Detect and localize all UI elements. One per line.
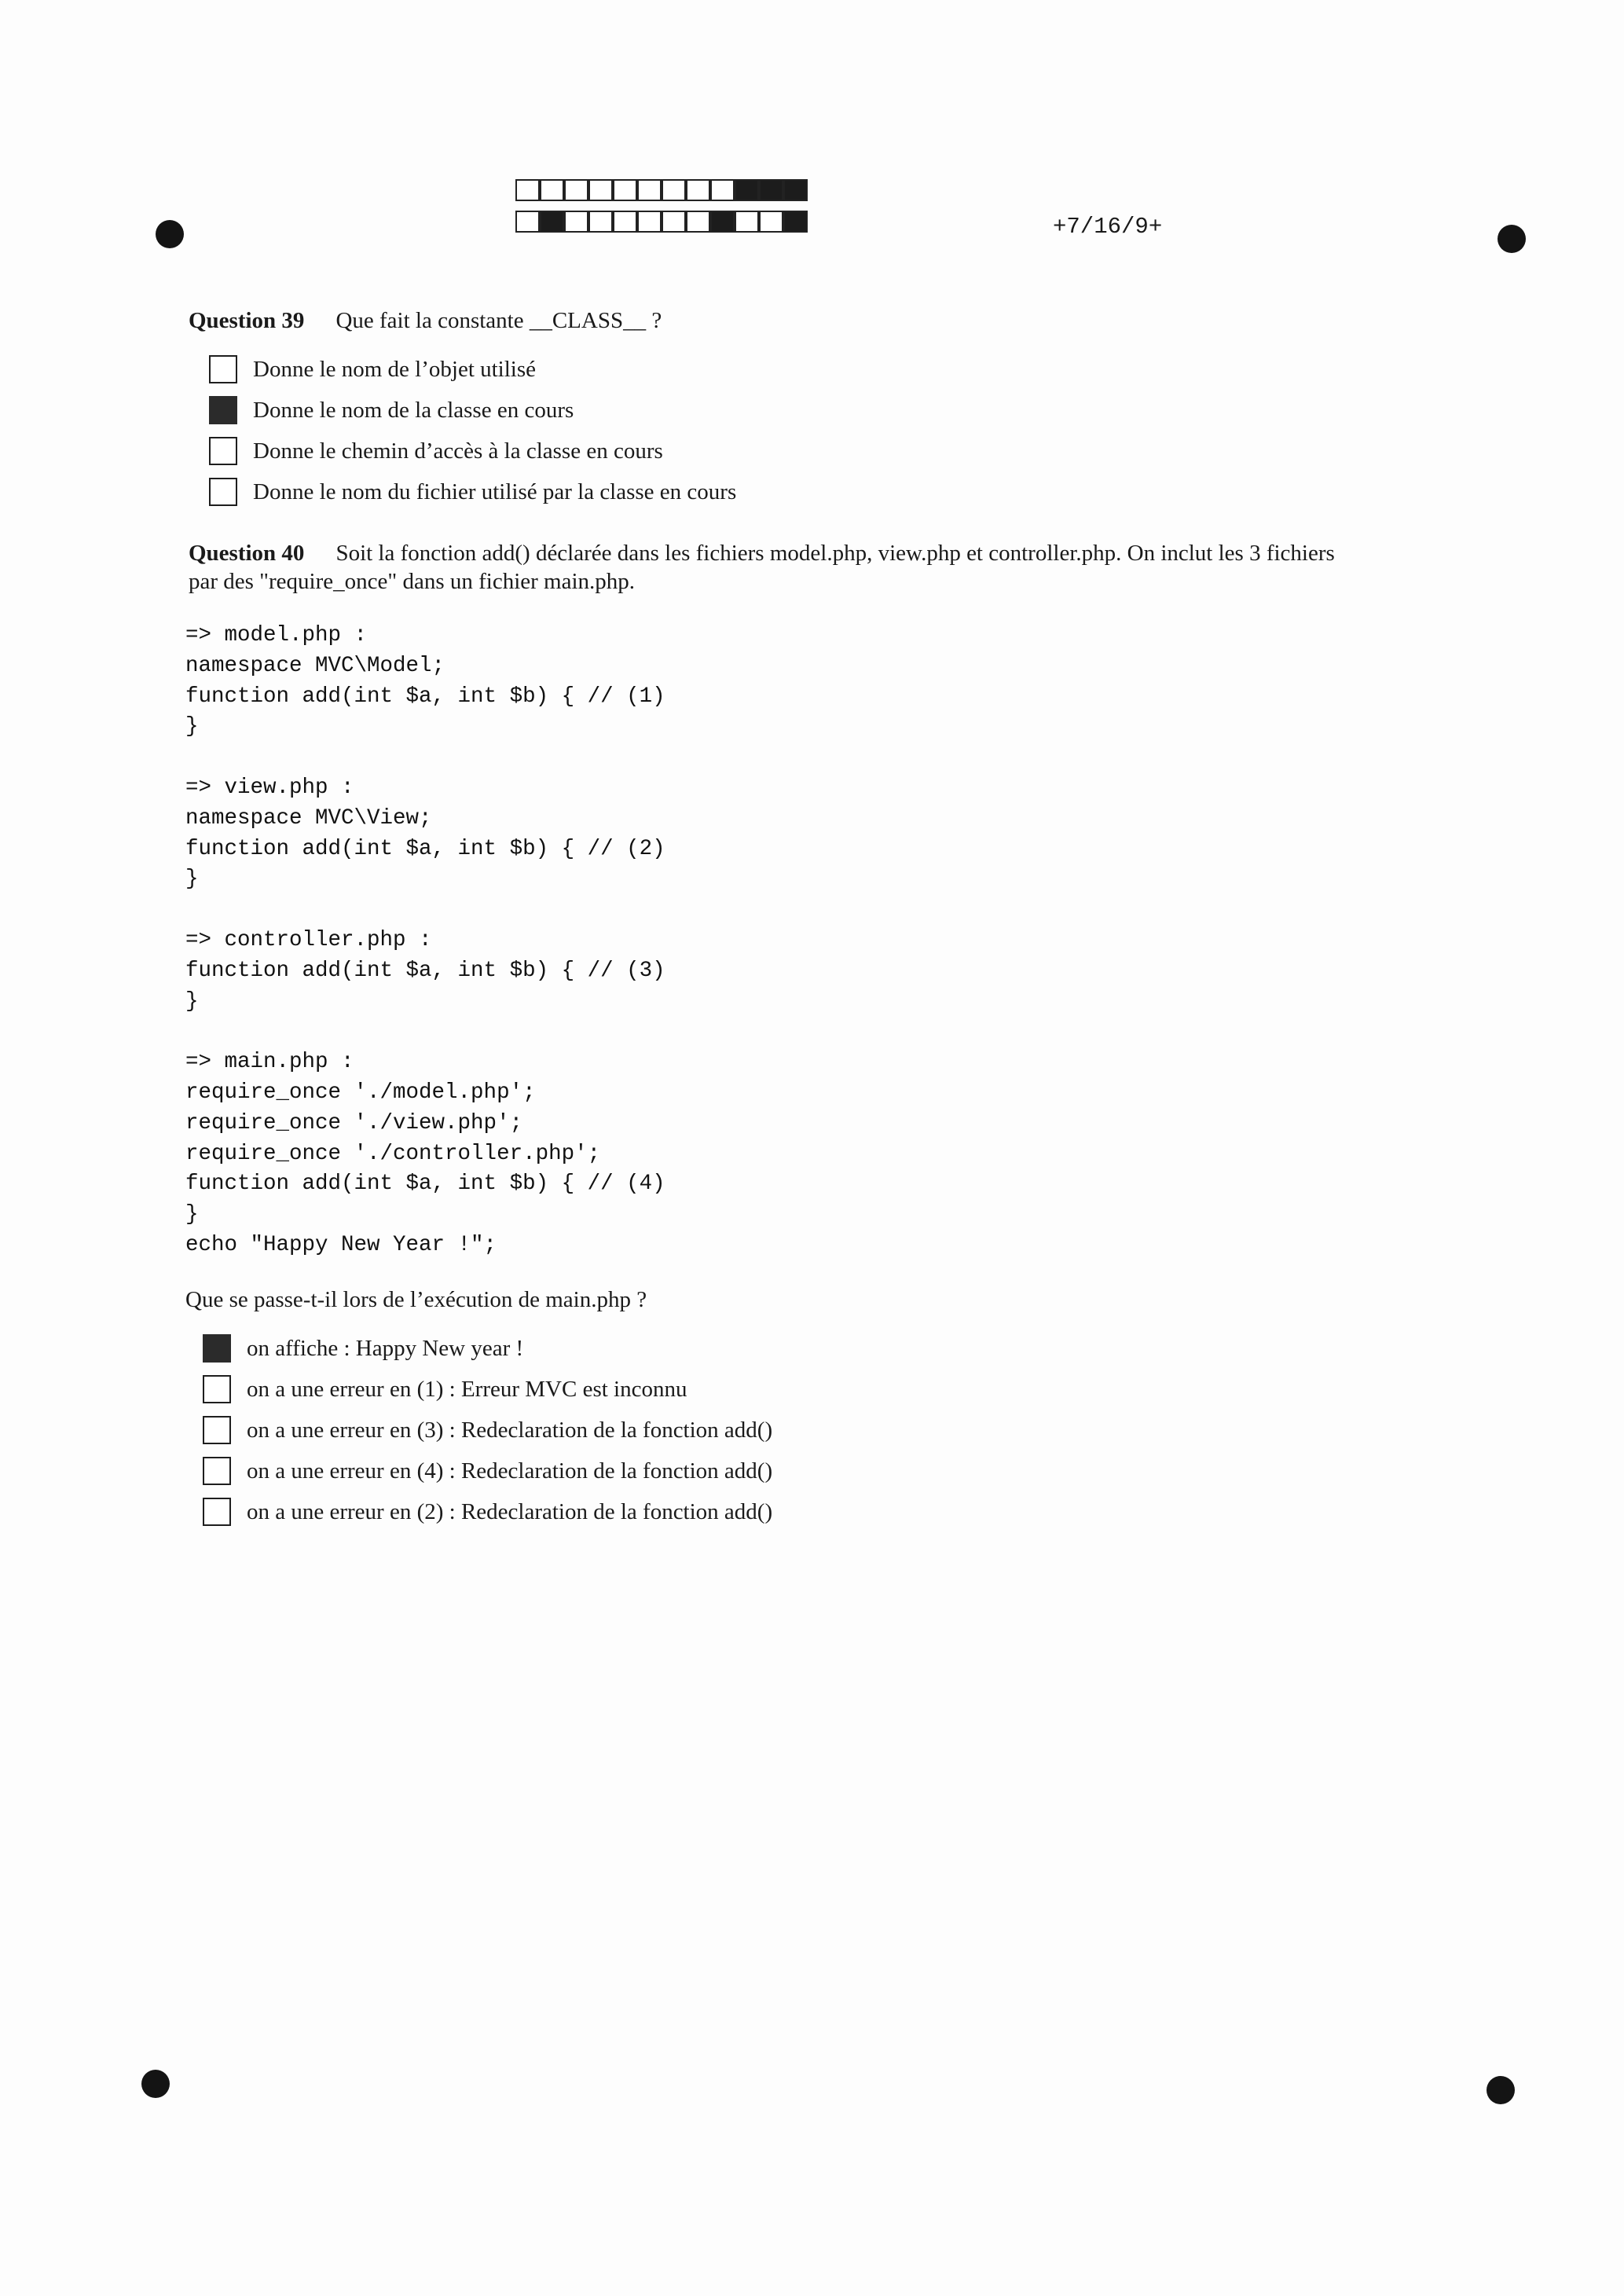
answer-checkbox[interactable] (203, 1457, 231, 1485)
barcode-cell (564, 179, 588, 201)
code-line: function add(int $a, int $b) { // (4) (185, 1172, 665, 1197)
answer-checkbox[interactable] (209, 396, 237, 424)
code-line: => view.php : (185, 775, 354, 800)
barcode-cell (540, 211, 564, 233)
code-line: require_once './controller.php'; (185, 1141, 601, 1166)
answer-label: Donne le nom du fichier utilisé par la classe en cours (253, 479, 737, 504)
answer-checkbox[interactable] (209, 355, 237, 383)
barcode-cell (783, 179, 808, 201)
barcode-cell (540, 179, 564, 201)
answer-checkbox[interactable] (203, 1498, 231, 1526)
question-prompt: Que se passe-t-il lors de l’exécution de main.php ? (185, 1287, 647, 1312)
code-line: => model.php : (185, 623, 368, 647)
question-text-line-2: par des "require_once" dans un fichier main.php. (189, 569, 636, 594)
code-line (185, 895, 665, 926)
answer-checkbox[interactable] (203, 1334, 231, 1363)
answer-checkbox[interactable] (209, 478, 237, 506)
code-line: namespace MVC\Model; (185, 653, 445, 678)
question-number: Question 39 (189, 308, 305, 333)
barcode-cell (735, 179, 759, 201)
code-line: function add(int $a, int $b) { // (2) (185, 836, 665, 861)
code-line: => controller.php : (185, 927, 432, 952)
barcode-row-1 (515, 179, 808, 201)
answer-label: on a une erreur en (2) : Redeclaration de la fonction add() (247, 1498, 773, 1524)
question-39 (189, 306, 1493, 335)
barcode-cell (588, 179, 613, 201)
code-line: function add(int $a, int $b) { // (3) (185, 958, 665, 983)
barcode-cell (588, 211, 613, 233)
code-line (185, 743, 665, 773)
code-line: => main.php : (185, 1050, 354, 1075)
answer-option (203, 1498, 772, 1526)
barcode-cell (613, 211, 637, 233)
barcode-cell (686, 211, 710, 233)
barcode-cell (515, 211, 540, 233)
answer-option (209, 396, 574, 424)
barcode-cell (662, 179, 686, 201)
barcode-cell (637, 179, 662, 201)
answer-checkbox[interactable] (203, 1375, 231, 1403)
answer-label: on affiche : Happy New year ! (247, 1335, 524, 1361)
barcode-cell (783, 211, 808, 233)
code-line (185, 1017, 665, 1047)
code-line: echo "Happy New Year !"; (185, 1232, 497, 1257)
registration-mark-bottom-left (141, 2070, 170, 2098)
registration-mark-top-right (1498, 225, 1526, 253)
question-40 (189, 539, 1493, 596)
barcode-cell (710, 179, 735, 201)
code-listing (185, 621, 665, 1261)
code-line: } (185, 714, 199, 739)
answer-option (209, 355, 536, 383)
answer-option (203, 1334, 523, 1363)
barcode-cell (613, 179, 637, 201)
answer-option (203, 1375, 687, 1403)
barcode-cell (686, 179, 710, 201)
barcode-cell (637, 211, 662, 233)
barcode-cell (710, 211, 735, 233)
code-line: } (185, 1202, 199, 1227)
answer-label: on a une erreur en (3) : Redeclaration de la fonction add() (247, 1417, 773, 1443)
barcode-cell (515, 179, 540, 201)
registration-mark-bottom-right (1487, 2076, 1515, 2104)
answer-checkbox[interactable] (203, 1416, 231, 1444)
barcode-cell (759, 179, 783, 201)
code-line: } (185, 988, 199, 1014)
code-line: } (185, 867, 199, 892)
barcode-cell (759, 211, 783, 233)
code-line: namespace MVC\View; (185, 805, 432, 831)
question-text-line-1: Soit la fonction add() déclarée dans les fichiers model.php, view.php et controller.php. On inclut les 3 fichiers (335, 541, 1335, 566)
answer-label: Donne le chemin d’accès à la classe en cours (253, 438, 663, 464)
barcode-row-2 (515, 211, 808, 233)
question-number: Question 40 (189, 541, 305, 566)
answer-option (209, 478, 736, 506)
answer-label: Donne le nom de la classe en cours (253, 397, 574, 423)
code-line: function add(int $a, int $b) { // (1) (185, 684, 665, 709)
answer-label: on a une erreur en (1) : Erreur MVC est inconnu (247, 1376, 687, 1402)
answer-checkbox[interactable] (209, 437, 237, 465)
code-line: require_once './view.php'; (185, 1110, 523, 1135)
code-line: require_once './model.php'; (185, 1080, 536, 1105)
answer-option (203, 1416, 772, 1444)
question-text: Que fait la constante __CLASS__ ? (335, 308, 662, 333)
page-id: +7/16/9+ (1053, 214, 1163, 240)
barcode-cell (735, 211, 759, 233)
barcode-cell (564, 211, 588, 233)
answer-label: on a une erreur en (4) : Redeclaration de la fonction add() (247, 1458, 773, 1484)
answer-option (203, 1457, 772, 1485)
barcode-cell (662, 211, 686, 233)
answer-option (209, 437, 663, 465)
answer-label: Donne le nom de l’objet utilisé (253, 356, 537, 382)
registration-mark-top-left (156, 220, 184, 248)
